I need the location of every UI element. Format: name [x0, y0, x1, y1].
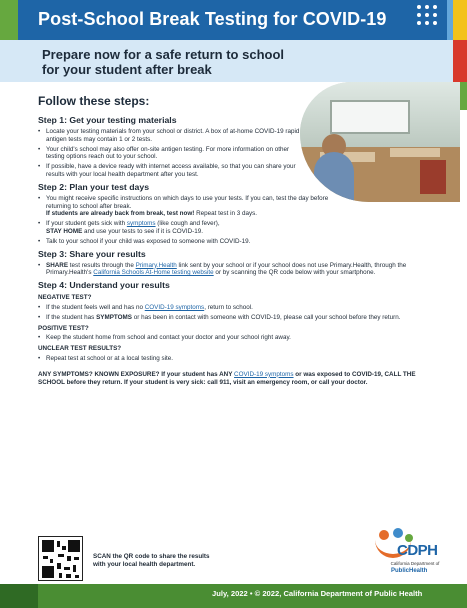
symptoms-warning: ANY SYMPTOMS? KNOWN EXPOSURE? If your student has ANY COVID-19 symptoms or was exposed to COVID-19, CALL THE SCHOOL before they return. If your student is very sick: call 911, visit an emergency room, or call your doctor. — [38, 370, 416, 386]
footer-accent — [0, 584, 38, 608]
subtitle-line-2: for your student after break — [42, 62, 212, 77]
decorative-green-block — [0, 0, 18, 40]
positive-list — [38, 334, 438, 342]
step1-bullet-3: • If possible, have a device ready with internet access available, so that you can share your results with your local health department after you test. — [38, 163, 300, 179]
step4-heading: Step 4: Understand your results — [38, 280, 170, 291]
positive-test-label: POSITIVE TEST? — [38, 324, 89, 332]
page-title: Post-School Break Testing for COVID-19 — [38, 9, 387, 29]
decorative-green-strip — [460, 82, 467, 110]
subtitle-line-1: Prepare now for a safe return to school — [42, 47, 284, 62]
step1-heading: Step 1: Get your testing materials — [38, 115, 177, 125]
document-body — [38, 112, 438, 386]
negative-test-label: NEGATIVE TEST? — [38, 294, 92, 302]
subtitle — [42, 47, 284, 77]
qr-caption: SCAN the QR code to share the results with your local health department. — [93, 553, 210, 568]
step1-bullet-2: • Your child's school may also offer on-site antigen testing. For more information on other testing options reach out to your school. — [38, 146, 300, 162]
step2-bullet-3: • Talk to your school if your child was exposed to someone with COVID-19. — [38, 238, 438, 246]
unclear-bullet-1: • Repeat test at school or at a local testing site. — [38, 355, 438, 363]
step2-list — [38, 195, 438, 246]
unclear-test-label: UNCLEAR TEST RESULTS? — [38, 345, 122, 353]
qr-code[interactable] — [38, 536, 83, 581]
negative-bullet-1: • If the student feels well and has no COVID-19 symptoms, return to school. — [38, 304, 438, 312]
step2-bullet-1: • You might receive specific instructions on which days to use your tests. If you can, test the day before returning to school after break. If students are already back from break, test now! Repeat test in 3 days. — [38, 195, 338, 218]
decorative-dots — [417, 5, 447, 35]
step3-bullet-1: • SHARE test results through the Primary.Health link sent by your school or if your school does not use Primary.Health, through the Primary.Health's California Schools At-Home testing website or by scanning the QR code below with your smartphone. — [38, 262, 438, 278]
footer-text: July, 2022 • © 2022, California Department of Public Health — [212, 589, 423, 598]
ca-schools-testing-link[interactable]: California Schools At-Home testing website — [93, 269, 214, 277]
primary-health-link[interactable]: Primary.Health — [135, 261, 177, 269]
negative-list — [38, 304, 438, 322]
unclear-list — [38, 355, 438, 363]
cdph-logo: CDPH California Department of PublicHealth — [375, 528, 450, 582]
step3-list — [38, 262, 438, 278]
step1-list — [38, 128, 300, 179]
step3-heading: Step 3: Share your results — [38, 248, 146, 259]
step2-bullet-2: • If your student gets sick with symptoms (like cough and fever), STAY HOME and use your tests to see if it is COVID-19. — [38, 220, 318, 236]
positive-bullet-1: • Keep the student home from school and contact your doctor and your school right away. — [38, 334, 438, 342]
covid-symptoms-link[interactable]: COVID-19 symptoms — [144, 303, 205, 311]
negative-bullet-2: • If the student has SYMPTOMS or has been in contact with someone with COVID-19, please call your school before they return. — [38, 314, 438, 322]
steps-intro: Follow these steps: — [38, 94, 150, 108]
step1-bullet-1: • Locate your testing materials from your school or district. A box of at-home COVID-19 rapid antigen tests may contain 1 or 2 tests. — [38, 128, 300, 144]
decorative-red-block — [453, 40, 467, 82]
step2-heading: Step 2: Plan your test days — [38, 181, 150, 192]
symptoms-link[interactable]: symptoms — [126, 220, 156, 228]
warning-symptoms-link[interactable]: COVID-19 symptoms — [234, 370, 294, 378]
decorative-yellow-block — [453, 0, 467, 40]
